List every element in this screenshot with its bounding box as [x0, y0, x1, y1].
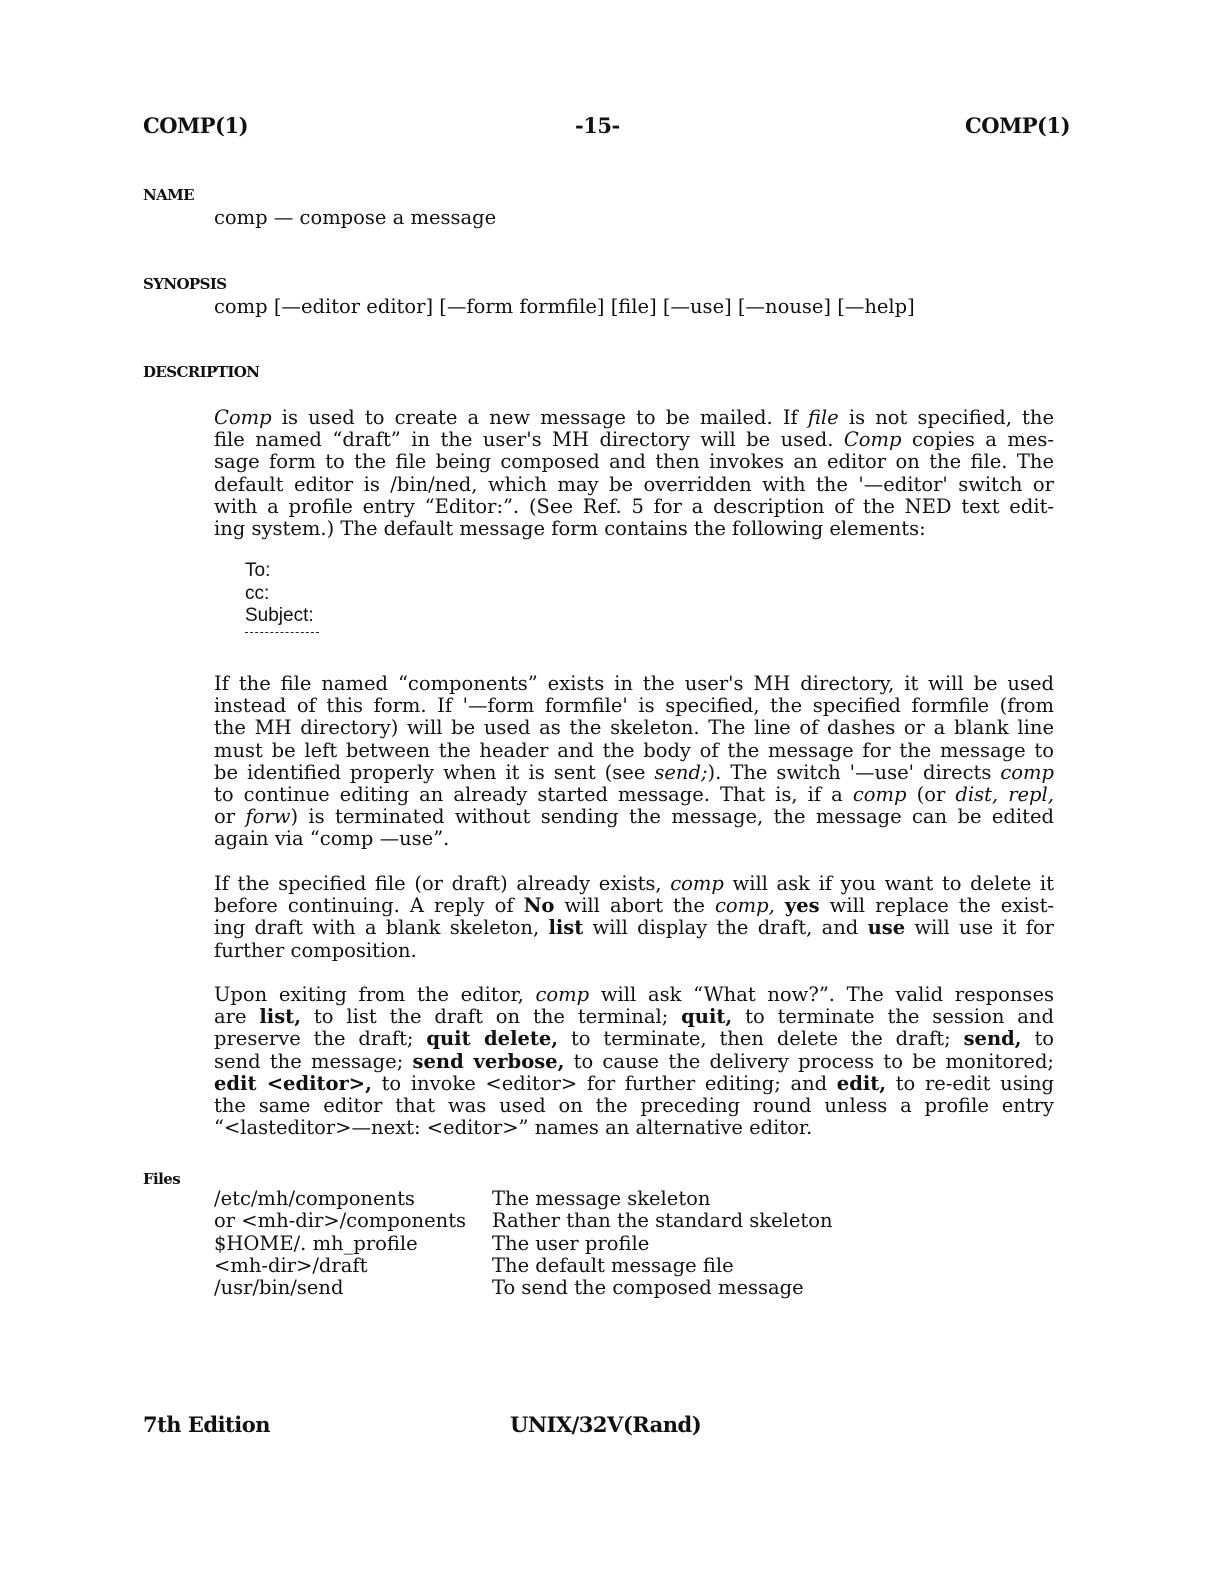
file-path: /usr/bin/send	[214, 1276, 344, 1300]
form-field-cc: cc:	[245, 582, 270, 604]
text-line: ing system.) The default message form contains the following elements:	[214, 517, 926, 541]
text-line: must be left between the header and the body of the message for the message to	[214, 738, 1054, 762]
file-path: /etc/mh/components	[214, 1187, 415, 1210]
page-number: -15-	[575, 113, 620, 138]
section-heading-synopsis: SYNOPSIS	[143, 275, 227, 293]
text-line: “<lasteditor>—next: <editor>” names an alternative editor.	[214, 1116, 813, 1140]
text-line: ing draft with a blank skeleton, list will display the draft, and use will use it for	[214, 916, 1054, 940]
text-line: send the message; send verbose, to cause the delivery process to be monitored;	[214, 1049, 1054, 1073]
files-row	[214, 1210, 833, 1232]
description-paragraph-3	[214, 873, 1054, 962]
file-path: $HOME/. mh_profile	[214, 1231, 418, 1255]
text-line: to continue editing an already started message. That is, if a comp (or dist, repl,	[214, 783, 1054, 807]
text-line: further composition.	[214, 938, 417, 962]
file-description: Rather than the standard skeleton	[492, 1209, 833, 1233]
file-description: The user profile	[492, 1231, 650, 1255]
section-heading-files: Files	[143, 1170, 181, 1188]
default-form-fields	[245, 560, 319, 633]
text-line: sage form to the file being composed and then invokes an editor on the file. The	[214, 450, 1054, 474]
files-row	[214, 1188, 833, 1210]
text-line: default editor is /bin/ned, which may be overridden with the '—editor' switch or	[214, 472, 1054, 496]
text-line: Upon exiting from the editor, comp will ask “What now?”. The valid responses	[214, 983, 1054, 1006]
text-line: If the file named “components” exists in the user's MH directory, it will be used	[214, 672, 1054, 695]
text-line: the MH directory) will be used as the skeleton. The line of dashes or a blank line	[214, 716, 1054, 740]
file-path: <mh-dir>/draft	[214, 1253, 368, 1277]
description-paragraph-2	[214, 673, 1054, 851]
synopsis-text: comp [—editor editor] [—form formfile] [file] [—use] [—nouse] [—help]	[214, 295, 915, 318]
text-line: If the specified file (or draft) already exists, comp will ask if you want to delete it	[214, 872, 1055, 895]
text-line: with a profile entry “Editor:”. (See Ref. 5 for a description of the NED text edit-	[214, 494, 1054, 518]
footer-edition: 7th Edition	[143, 1412, 271, 1437]
footer-system: UNIX/32V(Rand)	[510, 1412, 702, 1437]
form-field-subject: Subject:	[245, 605, 314, 626]
text-line: Comp is used to create a new message to be mailed. If file is not specified, the	[214, 406, 1054, 429]
text-line: file named “draft” in the user's MH directory will be used. Comp copies a mes-	[214, 428, 1054, 452]
file-description: The default message file	[492, 1253, 734, 1277]
text-line: the same editor that was used on the preceding round unless a profile entry	[214, 1094, 1054, 1118]
section-heading-name: NAME	[143, 186, 194, 204]
dash-separator	[245, 632, 319, 633]
text-line: or forw) is terminated without sending the message, the message can be edited	[214, 805, 1055, 829]
files-row	[214, 1277, 833, 1299]
text-line: are list, to list the draft on the terminal; quit, to terminate the session and	[214, 1005, 1054, 1029]
text-line: be identified properly when it is sent (see send;). The switch '—use' directs comp	[214, 760, 1054, 784]
file-description: The message skeleton	[492, 1187, 711, 1210]
file-path: or <mh-dir>/components	[214, 1209, 467, 1233]
header-right: COMP(1)	[965, 113, 1071, 138]
description-paragraph-1	[214, 407, 1054, 540]
file-description: To send the composed message	[492, 1276, 804, 1300]
section-heading-description: DESCRIPTION	[143, 363, 260, 381]
files-row	[214, 1255, 833, 1277]
files-row	[214, 1233, 833, 1255]
text-line: preserve the draft; quit delete, to terminate, then delete the draft; send, to	[214, 1027, 1055, 1051]
name-text: comp — compose a message	[214, 206, 497, 229]
files-table	[214, 1188, 833, 1299]
text-line: before continuing. A reply of No will abort the comp, yes will replace the exist-	[214, 894, 1054, 918]
form-field-to: To:	[245, 560, 271, 581]
text-line: instead of this form. If '—form formfile' is specified, the specified formfile (from	[214, 694, 1054, 718]
text-line: edit <editor>, to invoke <editor> for further editing; and edit, to re-edit using	[214, 1071, 1055, 1095]
header-left: COMP(1)	[143, 113, 249, 138]
text-line: again via “comp —use”.	[214, 827, 450, 851]
description-paragraph-4	[214, 984, 1054, 1139]
